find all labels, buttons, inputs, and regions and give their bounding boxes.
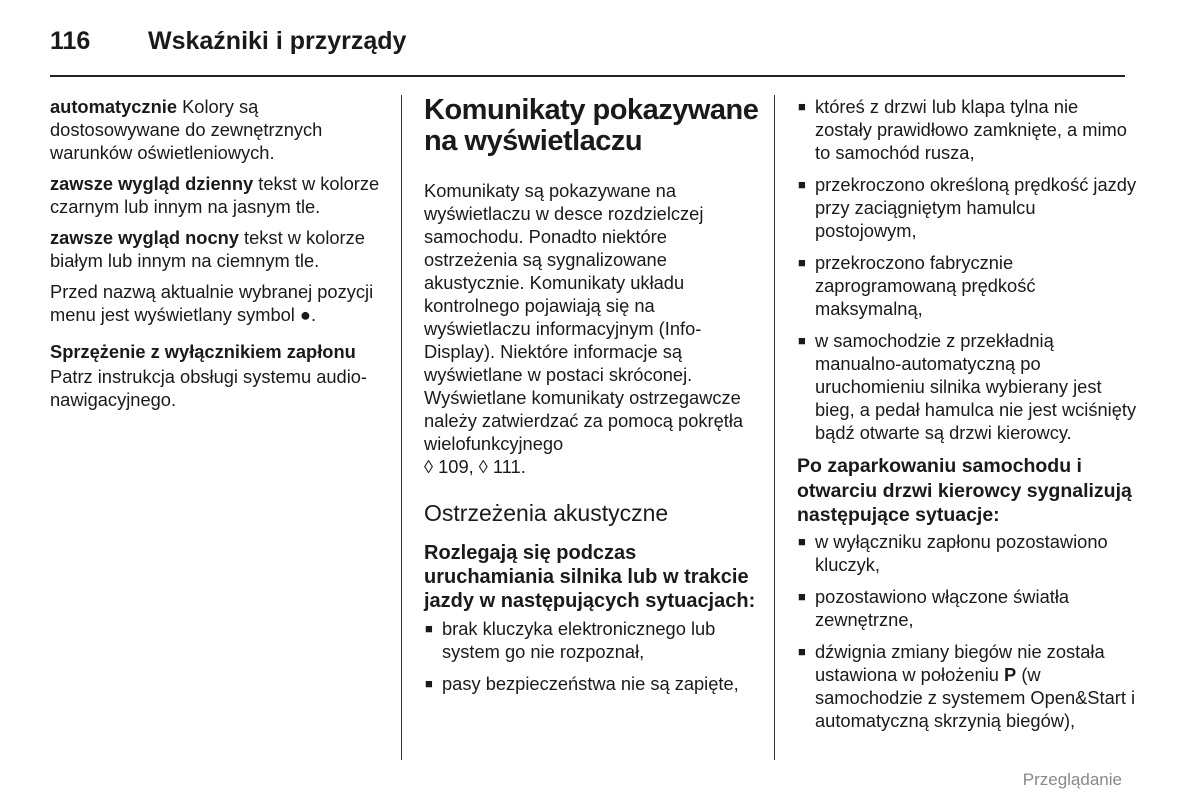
bullet-icon: ■ — [798, 333, 806, 348]
column-divider — [401, 95, 402, 760]
bullet-icon: ■ — [798, 588, 806, 604]
ref-separator: , — [468, 456, 479, 477]
column-3 — [797, 95, 1137, 741]
list-item-text: w samochodzie z przekładnią manualno-automatyczną po uruchomieniu silnika wybierany jest bieg, a pedał hamulca nie jest wciśnięty bądź otwarte są drzwi kierowcy. — [815, 330, 1137, 443]
ref-end: . — [520, 456, 526, 477]
header-divider — [50, 75, 1125, 77]
list-heading: Rozlegają się podczas uruchamiania silnika lub w trakcie jazdy w następujących sytuacjach: — [424, 542, 756, 612]
section-heading: Sprzężenie z wyłącznikiem zapłonu — [50, 341, 356, 362]
text: tekst w kolorze białym lub innym na ciemnym tle. — [50, 227, 365, 271]
list-item-text: któreś z drzwi lub klapa tylna nie zostały prawidłowo zamknięte, a mimo to samochód rusza, — [815, 96, 1127, 163]
bullet-list — [797, 530, 1137, 732]
intro-text: Komunikaty są pokazywane na wyświetlaczu w desce rozdzielczej samochodu. Ponadto niektóre ostrzeżenia są sygnalizowane akustycznie. Komunikaty układu kontrolnego pojawiają się na wyświetlaczu informacyjnym (Info-Display). Niektóre informacje są wyświetlane w postaci skróconej. Wyświetlane komunikaty ostrzegawcze należy zatwierdzać za pomocą pokrętła wielofunkcyjnego — [424, 180, 744, 454]
column-2 — [424, 95, 759, 704]
gear-position-label: P — [1004, 663, 1017, 685]
text: Kolory są dostosowywane do zewnętrznych warunków oświetleniowych. — [50, 96, 323, 163]
term: zawsze wygląd nocny — [50, 227, 239, 248]
list-item — [797, 640, 1137, 732]
bullet-list — [797, 95, 1137, 444]
section-title: Komunikaty pokazywane na wyświetlaczu — [424, 94, 759, 157]
list-item-text: brak kluczyka elektronicznego lub system go nie rozpoznał, — [442, 618, 716, 662]
paragraph: Przed nazwą aktualnie wybranej pozycji menu jest wyświetlany symbol ●. — [50, 281, 374, 325]
paragraph — [50, 226, 385, 272]
list-item — [424, 617, 759, 663]
list-item-text: dźwignia zmiany biegów nie została ustawiona w położeniu — [815, 640, 1105, 685]
paragraph — [50, 95, 385, 164]
list-item-text: pasy bezpieczeństwa nie są zapięte, — [442, 673, 739, 694]
page-number: 116 — [50, 27, 91, 55]
column-1 — [50, 95, 385, 419]
page-ref[interactable]: ◊ 109 — [424, 456, 469, 477]
footer-watermark: Przeglądanie — [1022, 770, 1122, 789]
term: zawsze wygląd dzienny — [50, 173, 254, 194]
list-item — [797, 530, 1137, 576]
bullet-icon: ■ — [425, 676, 433, 691]
list-item — [797, 329, 1137, 444]
list-item — [797, 95, 1137, 164]
bullet-icon: ■ — [798, 533, 806, 549]
list-item — [797, 585, 1137, 631]
list-item-text: (w samochodzie z systemem Open&Start i automatyczną skrzynią biegów), — [815, 663, 1136, 731]
list-item-text: przekroczono fabrycznie zaprogramowaną prędkość maksymalną, — [815, 252, 1036, 319]
list-heading: Po zaparkowaniu samochodu i otwarciu drzwi kierowcy sygnalizują następujące sytuacje: — [797, 455, 1132, 526]
page-ref[interactable]: ◊ 111 — [478, 456, 521, 477]
bullet-list — [424, 617, 759, 695]
bullet-icon: ■ — [798, 255, 806, 270]
term: automatycznie — [50, 96, 177, 117]
intro-paragraph — [424, 179, 759, 478]
chapter-title: Wskaźniki i przyrządy — [148, 27, 407, 55]
text: tekst w kolorze czarnym lub innym na jasnym tle. — [50, 173, 380, 217]
list-item-text: w wyłączniku zapłonu pozostawiono kluczyk, — [815, 530, 1108, 575]
list-item-text: pozostawiono włączone światła zewnętrzne, — [815, 585, 1070, 630]
paragraph: Patrz instrukcja obsługi systemu audio-nawigacyjnego. — [50, 366, 368, 410]
list-item — [797, 173, 1137, 242]
bullet-icon: ■ — [798, 643, 806, 659]
bullet-icon: ■ — [798, 177, 806, 192]
list-item — [797, 251, 1137, 320]
page-header — [50, 24, 1125, 76]
bullet-icon: ■ — [798, 99, 806, 114]
list-item — [424, 672, 759, 695]
column-divider — [774, 95, 775, 760]
bullet-icon: ■ — [425, 621, 433, 636]
subsection-title: Ostrzeżenia akustyczne — [424, 500, 669, 526]
list-item-text: przekroczono określoną prędkość jazdy przy zaciągniętym hamulcu postojowym, — [815, 174, 1137, 241]
paragraph — [50, 172, 385, 218]
